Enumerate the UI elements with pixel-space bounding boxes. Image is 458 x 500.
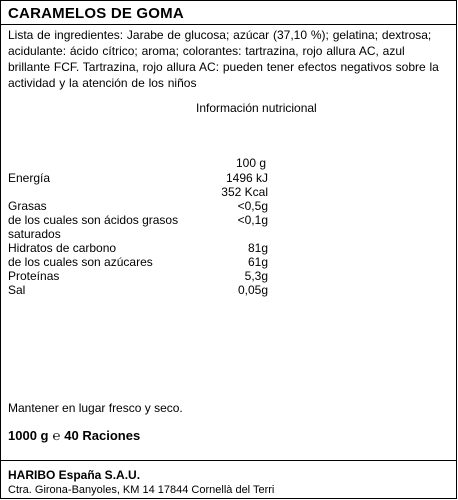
- nutrition-label: Proteínas: [8, 269, 60, 283]
- nutrition-label: Hidratos de carbono: [8, 241, 117, 255]
- nutrition-value: 1496 kJ: [225, 171, 268, 185]
- nutrition-value: 81g: [247, 241, 268, 255]
- footer-divider: [1, 460, 456, 461]
- portions-count: 40 Raciones: [64, 428, 141, 443]
- ingredients-list: Lista de ingredientes: Jarabe de glucosa; azúcar (37,10 %); gelatina; dextrosa; acidulante: ácido cítrico; aroma; colorantes: tartrazina, rojo allura AC, azul brillante FCF. Tartrazina, rojo allura AC: pueden tener efectos negativos sobre la actividad y la atención de los niños: [8, 28, 439, 90]
- nutrition-value: <0,5g: [237, 199, 268, 213]
- nutrition-value: 0,05g: [237, 283, 268, 297]
- nutrition-heading: Información nutricional: [196, 101, 317, 115]
- nutrition-label: Energía: [8, 171, 51, 185]
- nutrition-label: saturados: [8, 227, 61, 241]
- nutrition-label: Sal: [8, 283, 26, 297]
- title-divider: [1, 24, 456, 25]
- net-weight: 1000 g: [8, 428, 49, 443]
- storage-instructions: Mantener en lugar fresco y seco.: [8, 401, 183, 415]
- pack-info: [8, 428, 140, 443]
- nutrition-label: de los cuales son azúcares: [8, 255, 153, 269]
- nutrition-per-100g-header: 100 g: [235, 156, 266, 170]
- nutrition-value: <0,1g: [237, 213, 268, 227]
- nutrition-value: 5,3g: [244, 269, 268, 283]
- nutrition-value: 61g: [247, 255, 268, 269]
- nutrition-label: de los cuales son ácidos grasos: [8, 213, 179, 227]
- nutrition-value: 352 Kcal: [221, 185, 268, 199]
- company-name: HARIBO España S.A.U.: [8, 468, 141, 482]
- product-title: CARAMELOS DE GOMA: [8, 5, 184, 22]
- company-address: Ctra. Girona-Banyoles, KM 14 17844 Cornellà del Terri: [8, 484, 275, 496]
- estimated-sign-icon: ℮: [52, 428, 61, 443]
- nutrition-label: Grasas: [8, 199, 47, 213]
